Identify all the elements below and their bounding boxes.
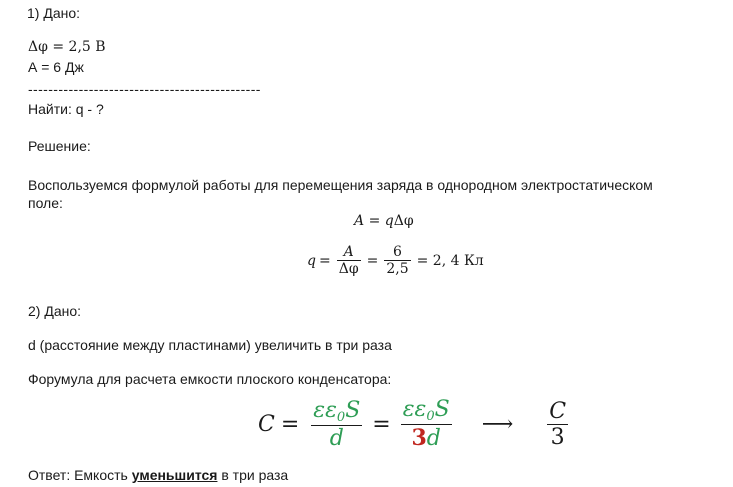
- formula-charge-result: = 2, 4 Кл: [416, 252, 484, 269]
- explanation-line-2: поле:: [28, 195, 63, 211]
- formula-work-q: q: [384, 213, 394, 229]
- epsilon-zero-subscript-new: 0: [426, 409, 435, 424]
- answer-prefix: Ответ: Емкость: [28, 467, 132, 483]
- divider-line: ----------------------------------------------: [28, 81, 261, 97]
- given-delta-phi: Δφ = 2,5 В: [28, 39, 106, 55]
- area-s-new: S: [434, 397, 450, 422]
- fraction-original-denominator: d: [311, 425, 362, 451]
- formula-work-eq: =: [364, 213, 385, 229]
- part2-heading: 2) Дано:: [28, 303, 82, 319]
- formula-charge-q: q: [307, 252, 316, 269]
- factor-three: 3: [411, 425, 427, 451]
- fraction-3-denominator: 3: [547, 424, 568, 450]
- formula-work-a: A: [354, 213, 365, 229]
- formula-work: [354, 212, 414, 230]
- fraction-2-5-denominator: 2,5: [386, 261, 409, 277]
- capacitance-c: C: [258, 411, 275, 437]
- find-label: Найти: q - ?: [28, 101, 104, 117]
- fraction-a-denominator: Δφ: [338, 261, 359, 277]
- fraction-6-over-2-5: [384, 244, 410, 277]
- area-s: S: [345, 397, 361, 423]
- fraction-new-capacitance: [401, 397, 452, 451]
- distance-d: d: [426, 426, 441, 451]
- given-distance: d (расстояние между пластинами) увеличить в три раза: [28, 337, 392, 353]
- part1-heading: 1) Дано:: [27, 5, 81, 21]
- formula-charge-eq2: =: [366, 252, 379, 269]
- fraction-c-over-3: [547, 399, 568, 450]
- fraction-a-numerator: A: [343, 244, 354, 260]
- explanation-line-1: Воспользуемся формулой работы для перемещения заряда в однородном электростатическом: [28, 177, 653, 193]
- capacitance-formula: [258, 397, 574, 451]
- capacitance-eq1: =: [280, 411, 300, 437]
- capacitance-formula-label: Форумула для расчета емкости плоского конденсатора:: [28, 371, 392, 387]
- right-arrow-icon: ⟶: [481, 411, 514, 437]
- given-work: А = 6 Дж: [28, 59, 84, 75]
- capacitance-eq2: =: [372, 411, 391, 437]
- epsilon-product: εε: [313, 397, 337, 423]
- fraction-new-numerator: [401, 397, 452, 424]
- fraction-c-numerator: C: [549, 398, 567, 424]
- answer-emphasis: уменьшится: [131, 467, 218, 483]
- formula-charge-eq1: =: [318, 252, 331, 269]
- solution-label: Решение:: [28, 138, 91, 154]
- fraction-a-over-dphi: [337, 244, 361, 277]
- answer-suffix: в три раза: [217, 467, 289, 483]
- epsilon-zero-subscript: 0: [336, 409, 346, 425]
- answer-line: [28, 466, 288, 484]
- fraction-original-capacitance: [311, 398, 362, 451]
- fraction-new-denominator: [401, 424, 452, 451]
- formula-charge: [307, 244, 484, 277]
- fraction-6-numerator: 6: [393, 244, 402, 260]
- formula-work-dphi: Δφ: [393, 213, 414, 229]
- fraction-original-numerator: [311, 398, 362, 425]
- epsilon-product-new: εε: [402, 397, 427, 422]
